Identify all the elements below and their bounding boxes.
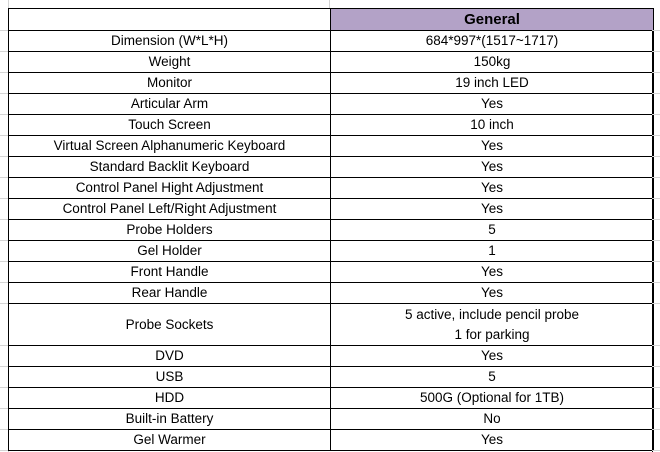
sheet-gridline-tick [0, 303, 8, 304]
table-header-row [9, 9, 654, 31]
spec-value-cell[interactable] [331, 283, 654, 304]
sheet-gridline-tick [0, 51, 8, 52]
spec-value-cell[interactable] [331, 115, 654, 136]
table-row [9, 430, 654, 451]
sheet-gridline-tick [652, 240, 660, 241]
spec-value-line: Yes [480, 264, 504, 279]
table-row [9, 199, 654, 220]
sheet-gridline-tick [652, 282, 660, 283]
sheet-gridline-tick [652, 261, 660, 262]
spec-value-line: Yes [480, 96, 504, 111]
table-row [9, 94, 654, 115]
spec-value-cell[interactable] [331, 199, 654, 220]
spec-label-cell[interactable]: Articular Arm [9, 94, 331, 115]
table-row [9, 73, 654, 94]
spec-label-cell[interactable]: Probe Holders [9, 220, 331, 241]
spec-value-line: 10 inch [470, 117, 514, 132]
table-row [9, 262, 654, 283]
sheet-gridline-tick [0, 240, 8, 241]
spec-value-cell[interactable] [331, 388, 654, 409]
sheet-gridline-tick [0, 408, 8, 409]
spec-value-line: Yes [480, 138, 504, 153]
spec-value-cell[interactable] [331, 31, 654, 52]
spec-value-line: 5 active, include pencil probe [404, 306, 580, 322]
sheet-gridline-tick [0, 156, 8, 157]
spec-value-line: 5 [488, 222, 496, 237]
spec-label-cell[interactable]: USB [9, 367, 331, 388]
spec-value-line: Yes [480, 432, 504, 447]
sheet-gridline-tick [0, 198, 8, 199]
spec-label-cell[interactable]: Gel Warmer [9, 430, 331, 451]
spec-table [8, 8, 654, 451]
sheet-gridline-tick [652, 450, 660, 451]
spec-value-cell[interactable] [331, 304, 654, 346]
spec-value-line: 1 [488, 243, 496, 258]
spec-value-cell[interactable] [331, 52, 654, 73]
table-row [9, 241, 654, 262]
sheet-gridline-tick [0, 177, 8, 178]
spec-value-line: Yes [480, 285, 504, 300]
spec-label-cell[interactable]: HDD [9, 388, 331, 409]
sheet-gridline-tick [0, 282, 8, 283]
sheet-gridline-tick [652, 408, 660, 409]
spec-value-cell[interactable] [331, 367, 654, 388]
spec-label-cell[interactable]: Touch Screen [9, 115, 331, 136]
table-row [9, 346, 654, 367]
spec-value-line: Yes [480, 201, 504, 216]
spec-value-line: Yes [480, 180, 504, 195]
sheet-gridline-tick [652, 429, 660, 430]
sheet-gridline-tick [652, 135, 660, 136]
spec-label-cell[interactable]: Control Panel Left/Right Adjustment [9, 199, 331, 220]
table-row [9, 115, 654, 136]
spec-value-line: 500G (Optional for 1TB) [419, 390, 565, 405]
spec-label-cell[interactable]: Weight [9, 52, 331, 73]
spec-value-line: Yes [480, 348, 504, 363]
spec-value-cell[interactable] [331, 409, 654, 430]
spec-value-line: Yes [480, 159, 504, 174]
spec-value-cell[interactable] [331, 346, 654, 367]
spec-label-cell[interactable]: Control Panel Hight Adjustment [9, 178, 331, 199]
spec-value-line: 1 for parking [454, 326, 530, 342]
sheet-gridline-tick [0, 345, 8, 346]
spec-value-line: No [483, 411, 501, 426]
spec-value-cell[interactable] [331, 262, 654, 283]
sheet-gridline-tick [652, 219, 660, 220]
sheet-gridline-tick [0, 450, 8, 451]
header-blank-cell[interactable] [9, 9, 331, 31]
table-row [9, 157, 654, 178]
sheet-gridline-tick [0, 135, 8, 136]
sheet-gridline-tick [0, 387, 8, 388]
table-row [9, 283, 654, 304]
sheet-gridline-tick [0, 261, 8, 262]
sheet-gridline-tick [652, 114, 660, 115]
sheet-gridline-tick [652, 93, 660, 94]
sheet-gridline-tick [0, 114, 8, 115]
sheet-gridline-tick [652, 366, 660, 367]
spec-value-cell[interactable] [331, 136, 654, 157]
table-row [9, 220, 654, 241]
sheet-gridline-tick [652, 51, 660, 52]
table-row [9, 367, 654, 388]
sheet-gridline-tick [652, 72, 660, 73]
table-row [9, 178, 654, 199]
sheet-gridline-tick [0, 219, 8, 220]
table-row [9, 304, 654, 346]
sheet-gridline-tick [0, 72, 8, 73]
sheet-gridline-tick [652, 387, 660, 388]
spec-label-cell[interactable]: Rear Handle [9, 283, 331, 304]
spec-value-line: 5 [488, 369, 496, 384]
table-row [9, 52, 654, 73]
section-title[interactable]: General [331, 9, 654, 31]
spec-label-cell[interactable]: Probe Sockets [9, 304, 331, 346]
sheet-gridline-tick [0, 366, 8, 367]
spec-value-cell[interactable] [331, 73, 654, 94]
spec-value-cell[interactable] [331, 430, 654, 451]
sheet-gridline-tick [0, 93, 8, 94]
spec-value-cell[interactable] [331, 94, 654, 115]
spec-label-cell[interactable]: Dimension (W*L*H) [9, 31, 331, 52]
table-row [9, 136, 654, 157]
spec-value-cell[interactable] [331, 178, 654, 199]
sheet-gridline-tick [652, 303, 660, 304]
spec-label-cell[interactable]: Front Handle [9, 262, 331, 283]
spec-value-cell[interactable] [331, 241, 654, 262]
spec-value-line: 684*997*(1517~1717) [425, 33, 559, 48]
spec-value-line: 150kg [473, 54, 511, 69]
sheet-gridline-tick [0, 429, 8, 430]
sheet-gridline-tick [0, 30, 8, 31]
spec-label-cell[interactable]: Gel Holder [9, 241, 331, 262]
table-row [9, 409, 654, 430]
sheet-gridline-tick [652, 177, 660, 178]
spec-label-cell[interactable]: Monitor [9, 73, 331, 94]
table-row [9, 388, 654, 409]
spec-label-cell[interactable]: Built-in Battery [9, 409, 331, 430]
sheet-gridline-tick [652, 345, 660, 346]
table-row [9, 31, 654, 52]
sheet-gridline-tick [652, 156, 660, 157]
spec-value-line: 19 inch LED [455, 75, 529, 90]
spec-value-cell[interactable] [331, 220, 654, 241]
spec-label-cell[interactable]: DVD [9, 346, 331, 367]
spec-value-cell[interactable] [331, 157, 654, 178]
spec-label-cell[interactable]: Virtual Screen Alphanumeric Keyboard [9, 136, 331, 157]
spec-label-cell[interactable]: Standard Backlit Keyboard [9, 157, 331, 178]
sheet-gridline-tick [652, 30, 660, 31]
sheet-gridline-tick [652, 198, 660, 199]
